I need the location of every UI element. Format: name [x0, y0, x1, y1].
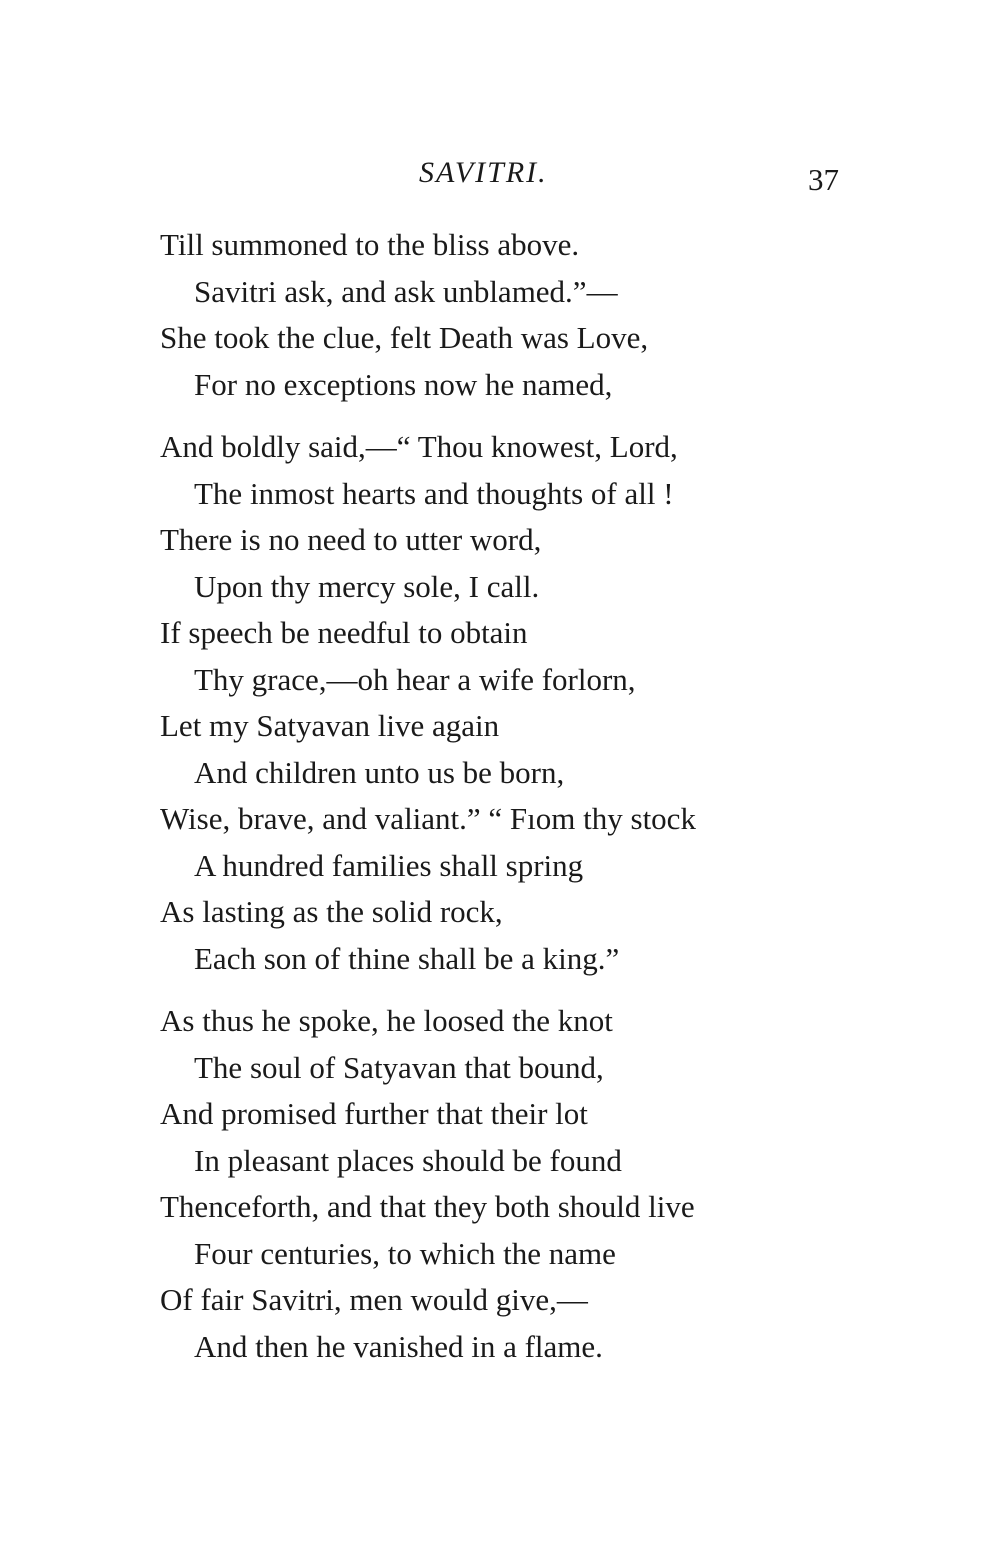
stanza-1: [160, 222, 850, 408]
verse-line: As lasting as the solid rock,: [160, 894, 503, 929]
poem: [160, 222, 850, 1386]
verse-line: In pleasant places should be found: [194, 1142, 622, 1178]
verse-line: Thenceforth, and that they both should live: [160, 1189, 695, 1224]
verse-line: And then he vanished in a flame.: [194, 1328, 603, 1364]
verse-line: The inmost hearts and thoughts of all !: [194, 475, 674, 511]
verse-line: Thy grace,—oh hear a wife forlorn,: [194, 661, 636, 697]
verse-line: A hundred families shall spring: [194, 847, 584, 883]
verse-line: Savitri ask, and ask unblamed.”—: [194, 273, 618, 309]
page-number: 37: [808, 162, 839, 197]
verse-line: And promised further that their lot: [160, 1096, 588, 1131]
verse-line: There is no need to utter word,: [160, 522, 542, 557]
verse-line: Wise, brave, and valiant.” “ Fıom thy stock: [160, 801, 696, 836]
verse-line: For no exceptions now he named,: [194, 366, 613, 402]
verse-line: If speech be needful to obtain: [160, 615, 528, 650]
verse-line: The soul of Satyavan that bound,: [194, 1049, 604, 1085]
verse-line: Of fair Savitri, men would give,—: [160, 1282, 588, 1317]
running-head: [0, 150, 1000, 210]
verse-line: Upon thy mercy sole, I call.: [194, 568, 540, 604]
verse-line: Four centuries, to which the name: [194, 1235, 616, 1271]
stanza-2: [160, 424, 850, 982]
verse-line: Till summoned to the bliss above.: [160, 227, 580, 262]
verse-line: Let my Satyavan live again: [160, 708, 500, 743]
stanza-3: [160, 998, 850, 1370]
verse-line: As thus he spoke, he loosed the knot: [160, 1003, 613, 1038]
running-title: SAVITRI.: [419, 156, 548, 189]
verse-line: Each son of thine shall be a king.”: [194, 940, 620, 976]
verse-line: And children unto us be born,: [194, 754, 565, 790]
verse-line: And boldly said,—“ Thou knowest, Lord,: [160, 429, 678, 464]
verse-line: She took the clue, felt Death was Love,: [160, 320, 649, 355]
